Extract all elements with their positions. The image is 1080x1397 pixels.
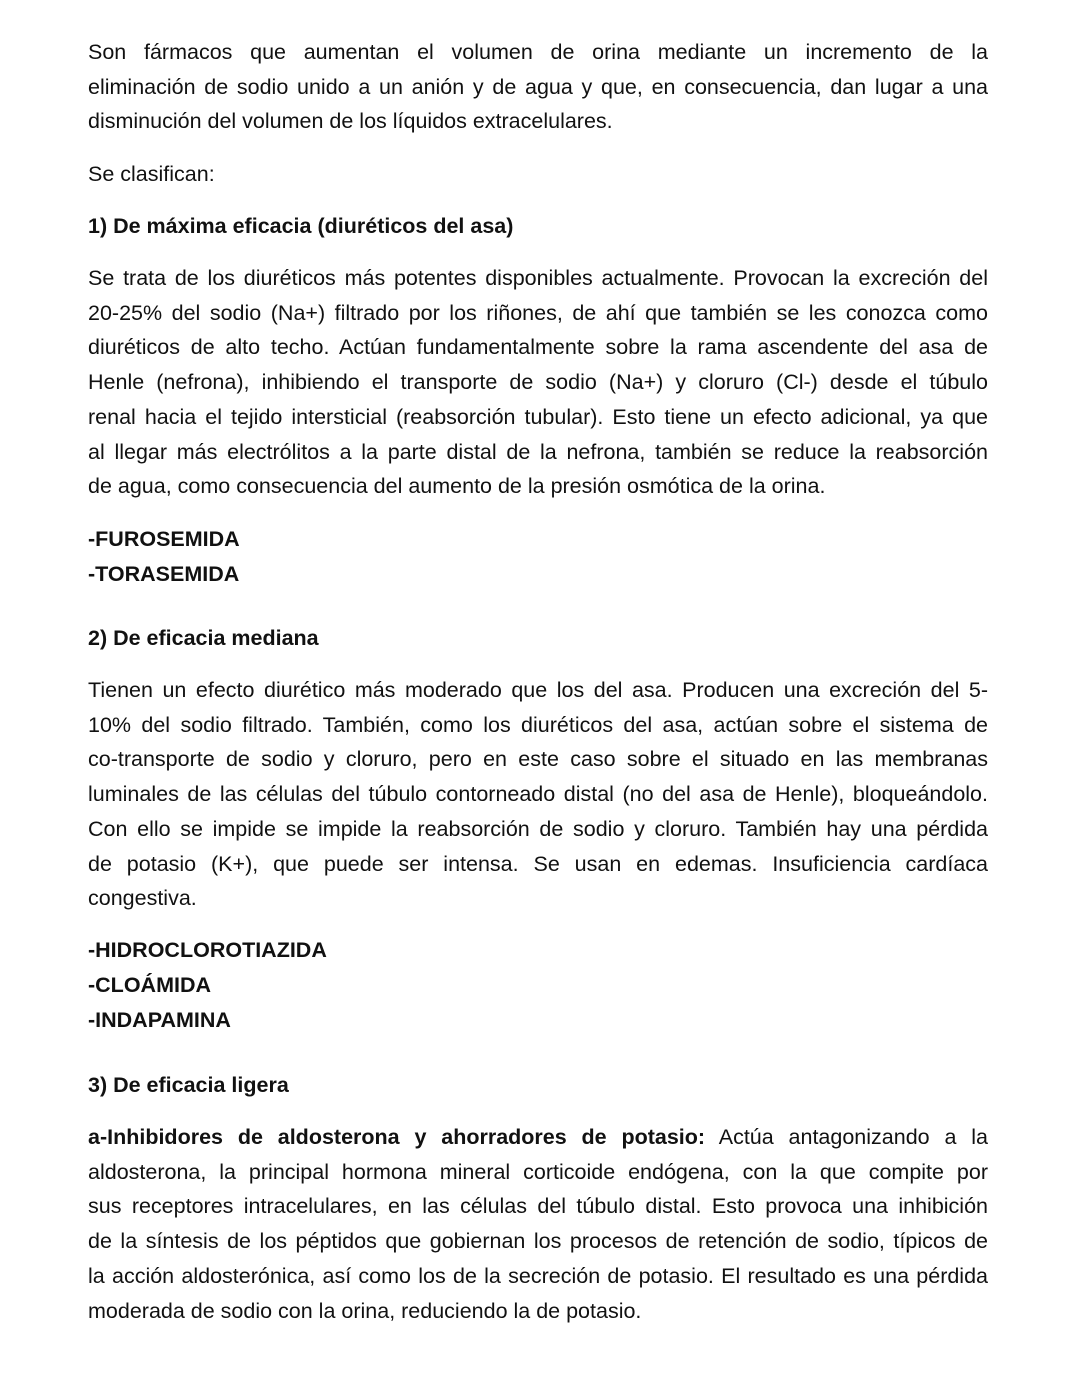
section-paragraph [88, 673, 988, 916]
text-line: aldosterona, la principal hormona mineral corticoide endógena, con la que compite por [88, 1159, 988, 1184]
drug-item: -INDAPAMINA [88, 1008, 231, 1032]
text-line: Con ello se impide se impide la reabsorción de sodio y cloruro. También hay una pérdida [88, 816, 988, 841]
text-line: sus receptores intracelulares, en las células del túbulo distal. Esto provoca una inhibición [88, 1194, 988, 1219]
text-line: la acción aldosterónica, así como los de la secreción de potasio. El resultado es una pérdida [88, 1263, 988, 1288]
text-line: eliminación de sodio unido a un anión y de agua y que, en consecuencia, dan lugar a una [88, 74, 988, 99]
text-line [88, 1120, 988, 1155]
text-line: renal hacia el tejido intersticial (reabsorción tubular). Esto tiene un efecto adicional, ya que [88, 404, 988, 429]
text-line: Se trata de los diuréticos más potentes disponibles actualmente. Provocan la excreción del [88, 266, 988, 290]
text-line: luminales de las células del túbulo contorneado distal (no del asa de Henle), bloqueándolo. [88, 782, 988, 807]
drug-item: -HIDROCLOROTIAZIDA [88, 938, 327, 962]
section-heading: 1) De máxima eficacia (diuréticos del asa) [88, 214, 514, 238]
text-line: 10% del sodio filtrado. También, como los diuréticos del asa, actúan sobre el sistema de [88, 712, 988, 737]
text-line: Henle (nefrona), inhibiendo el transporte de sodio (Na+) y cloruro (Cl-) desde el túbulo [88, 370, 988, 395]
section-heading: 2) De eficacia mediana [88, 626, 319, 650]
section-paragraph [88, 1120, 988, 1328]
classify-label: Se clasifican: [88, 162, 215, 186]
drug-list [88, 522, 988, 592]
drug-item: -TORASEMIDA [88, 562, 240, 586]
text-line: de la síntesis de los péptidos que gobiernan los procesos de retención de sodio, típicos de [88, 1229, 988, 1254]
text-fragment: Actúa antagonizando a la [705, 1125, 988, 1149]
text-line: co-transporte de sodio y cloruro, pero en este caso sobre el situado en las membranas [88, 747, 988, 772]
text-line: de potasio (K+), que puede ser intensa. Se usan en edemas. Insuficiencia cardíaca [88, 851, 988, 876]
text-line: al llegar más electrólitos a la parte distal de la nefrona, también se reduce la reabsorción [88, 439, 988, 464]
intro-paragraph [88, 35, 988, 139]
section-heading: 3) De eficacia ligera [88, 1073, 289, 1097]
drug-item: -CLOÁMIDA [88, 973, 212, 997]
text-line: 20-25% del sodio (Na+) filtrado por los riñones, de ahí que también se les conozca como [88, 300, 988, 325]
text-line: diuréticos de alto techo. Actúan fundamentalmente sobre la rama ascendente del asa de [88, 335, 988, 360]
text-line: de agua, como consecuencia del aumento de la presión osmótica de la orina. [88, 474, 826, 499]
drug-list [88, 933, 988, 1038]
text-line: congestiva. [88, 886, 197, 911]
subheading: a-Inhibidores de aldosterona y ahorradores de potasio: [88, 1125, 706, 1149]
text-line: disminución del volumen de los líquidos extracelulares. [88, 109, 613, 134]
text-line: moderada de sodio con la orina, reduciendo la de potasio. [88, 1298, 642, 1323]
text-line: Tienen un efecto diurético más moderado que los del asa. Producen una excreción del 5- [88, 678, 988, 702]
text-line: Son fármacos que aumentan el volumen de orina mediante un incremento de la [88, 40, 988, 64]
section-paragraph [88, 261, 988, 504]
drug-item: -FUROSEMIDA [88, 527, 240, 551]
